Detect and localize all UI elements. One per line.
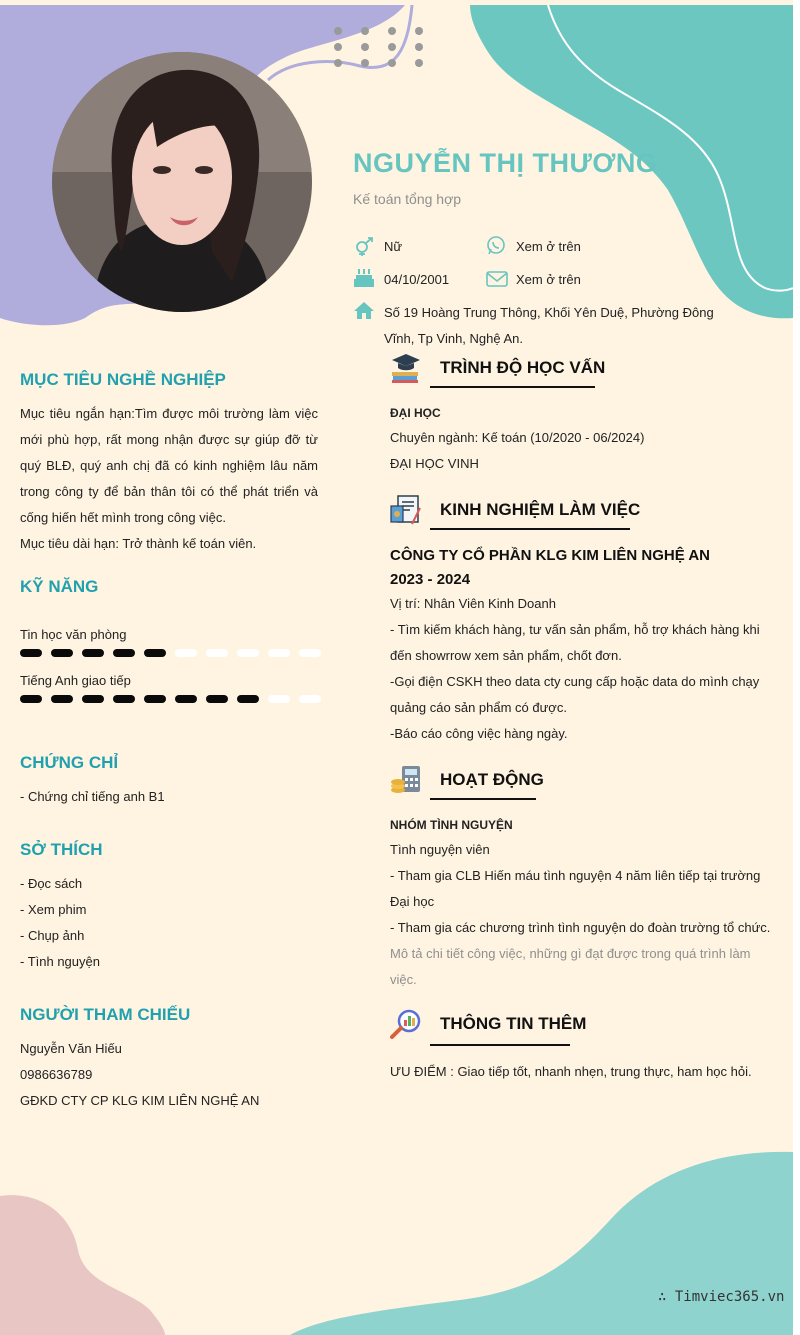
experience-heading: KINH NGHIỆM LÀM VIỆC bbox=[440, 500, 641, 519]
heading-underline bbox=[430, 386, 595, 388]
activities-group: NHÓM TÌNH NGUYỆN bbox=[390, 818, 513, 832]
hobby-item: - Chụp ảnh bbox=[20, 928, 85, 943]
skill-segment-empty bbox=[268, 649, 290, 657]
experience-duty: - Tìm kiếm khách hàng, tư vấn sản phẩm, hỗ trợ khách hàng khi đến showrrow xem sản phẩm, chốt đơn. bbox=[390, 622, 760, 663]
skill-segment-empty bbox=[299, 695, 321, 703]
skill-segment-filled bbox=[20, 649, 42, 657]
whatsapp-icon bbox=[486, 235, 508, 255]
objective-text bbox=[20, 401, 318, 557]
skill-segment-filled bbox=[20, 695, 42, 703]
activities-description-placeholder: Mô tả chi tiết công việc, những gì đạt được trong quá trình làm việc. bbox=[390, 946, 751, 987]
skill-segment-filled bbox=[175, 695, 197, 703]
skill-name: Tiếng Anh giao tiếp bbox=[20, 673, 131, 688]
reference-name: Nguyễn Văn Hiếu bbox=[20, 1041, 122, 1056]
reference-org: GĐKD CTY CP KLG KIM LIÊN NGHỆ AN bbox=[20, 1093, 260, 1108]
hobby-item: - Đọc sách bbox=[20, 876, 83, 891]
gender-icon bbox=[354, 236, 376, 256]
gender-value: Nữ bbox=[384, 239, 403, 254]
skill-segment-filled bbox=[113, 649, 135, 657]
profile-photo bbox=[52, 52, 312, 312]
skill-name: Tin học văn phòng bbox=[20, 627, 127, 642]
skill-segment-filled bbox=[82, 649, 104, 657]
references-heading: NGƯỜI THAM CHIẾU bbox=[20, 1005, 191, 1024]
skill-segment-filled bbox=[144, 649, 166, 657]
objective-short: Mục tiêu ngắn hạn:Tìm được môi trường làm việc mới phù hợp, rất mong nhận được sự giúp đỡ từ quý BLĐ, quý anh chị đã có kinh nghiệm lâu năm trong công ty để bản thân tôi có thể phát triển và cống hiến hết mình trong công việc. bbox=[20, 406, 318, 525]
skill-bar bbox=[20, 648, 320, 658]
work-document-icon bbox=[390, 494, 422, 526]
graduation-cap-icon bbox=[390, 352, 422, 384]
hobby-item: - Xem phim bbox=[20, 902, 87, 917]
hobbies-heading: SỞ THÍCH bbox=[20, 840, 103, 859]
skill-bar bbox=[20, 694, 320, 704]
birthday-cake-icon bbox=[353, 267, 375, 287]
experience-duty: -Gọi điện CSKH theo data cty cung cấp hoặc data do mình chạy quảng cáo sản phẩm có được. bbox=[390, 674, 760, 715]
candidate-name: NGUYỄN THỊ THƯƠNG bbox=[353, 148, 658, 178]
skill-segment-filled bbox=[144, 695, 166, 703]
job-position: Kế toán tổng hợp bbox=[353, 191, 462, 207]
activities-item: - Tham gia các chương trình tình nguyện do đoàn trường tổ chức. bbox=[390, 920, 771, 935]
activities-heading: HOẠT ĐỘNG bbox=[440, 770, 544, 789]
calculator-coins-icon bbox=[390, 764, 422, 796]
education-heading: TRÌNH ĐỘ HỌC VẤN bbox=[440, 358, 606, 377]
certificate-item: - Chứng chỉ tiếng anh B1 bbox=[20, 789, 165, 804]
skill-segment-filled bbox=[82, 695, 104, 703]
heading-underline bbox=[430, 1044, 570, 1046]
heading-underline bbox=[430, 528, 630, 530]
skill-segment-empty bbox=[175, 649, 197, 657]
email-icon bbox=[486, 269, 508, 289]
additional-heading: THÔNG TIN THÊM bbox=[440, 1014, 587, 1033]
teal-light-blob bbox=[290, 1152, 793, 1335]
experience-company: CÔNG TY CỔ PHẦN KLG KIM LIÊN NGHỆ AN bbox=[390, 547, 711, 564]
objective-heading: MỤC TIÊU NGHỀ NGHIỆP bbox=[20, 370, 226, 389]
magnifier-chart-icon bbox=[390, 1008, 422, 1040]
skills-heading: KỸ NĂNG bbox=[20, 577, 99, 596]
watermark: ∴ Timviec365.vn bbox=[658, 1289, 785, 1305]
experience-period: 2023 - 2024 bbox=[390, 571, 471, 588]
activities-role: Tình nguyện viên bbox=[390, 842, 490, 857]
skill-segment-empty bbox=[299, 649, 321, 657]
experience-role: Vị trí: Nhân Viên Kinh Doanh bbox=[390, 596, 556, 611]
activities-item: - Tham gia CLB Hiến máu tình nguyện 4 năm liên tiếp tại trường Đại học bbox=[390, 868, 761, 909]
heading-underline bbox=[430, 798, 536, 800]
education-level: ĐẠI HỌC bbox=[390, 406, 441, 420]
skill-segment-filled bbox=[237, 695, 259, 703]
home-icon bbox=[353, 301, 375, 321]
skill-segment-filled bbox=[206, 695, 228, 703]
skill-segment-filled bbox=[113, 695, 135, 703]
hobby-item: - Tình nguyện bbox=[20, 954, 100, 969]
certificates-heading: CHỨNG CHỈ bbox=[20, 753, 119, 772]
phone-value: Xem ở trên bbox=[516, 239, 581, 254]
objective-long: Mục tiêu dài hạn: Trở thành kế toán viên. bbox=[20, 536, 257, 551]
skill-segment-filled bbox=[51, 695, 73, 703]
experience-duty: -Báo cáo công việc hàng ngày. bbox=[390, 726, 568, 741]
education-school: ĐẠI HỌC VINH bbox=[390, 456, 479, 471]
reference-phone: 0986636789 bbox=[20, 1067, 93, 1082]
education-major: Chuyên ngành: Kế toán (10/2020 - 06/2024) bbox=[390, 430, 645, 445]
birthday-value: 04/10/2001 bbox=[384, 272, 450, 287]
skill-segment-empty bbox=[237, 649, 259, 657]
skill-segment-empty bbox=[268, 695, 290, 703]
pink-blob bbox=[0, 1195, 165, 1335]
skill-segment-filled bbox=[51, 649, 73, 657]
address-value: Số 19 Hoàng Trung Thông, Khối Yên Duệ, Phường Đông Vĩnh, Tp Vinh, Nghệ An. bbox=[384, 305, 714, 346]
skill-segment-empty bbox=[206, 649, 228, 657]
additional-text: ƯU ĐIỂM : Giao tiếp tốt, nhanh nhẹn, trung thực, ham học hỏi. bbox=[390, 1064, 752, 1079]
email-value: Xem ở trên bbox=[516, 272, 581, 287]
